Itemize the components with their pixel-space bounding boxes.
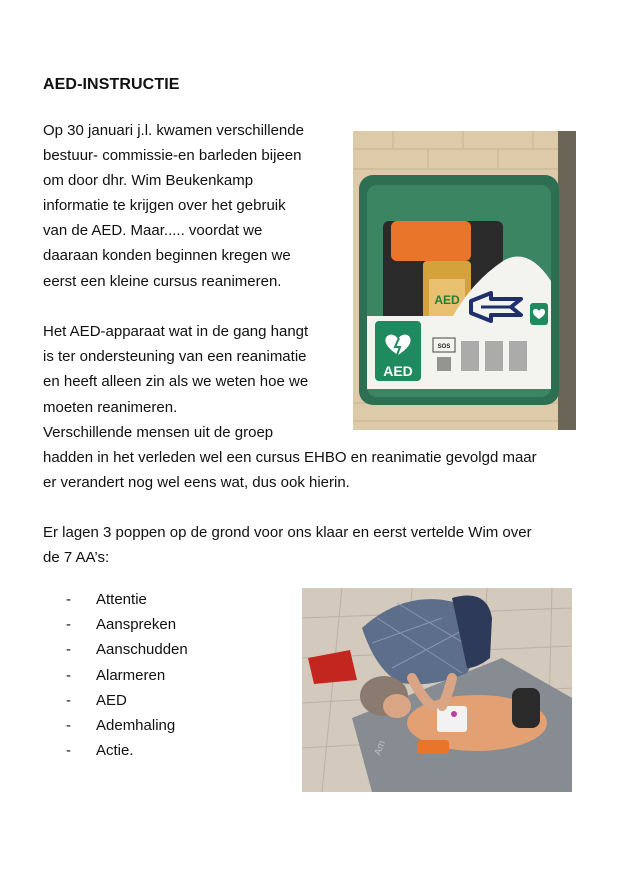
list-bullet: -	[66, 666, 71, 684]
paragraph-line: daaraan konden beginnen kregen we	[43, 247, 291, 264]
list-item-text: Alarmeren	[96, 666, 166, 684]
list-item-text: Aanschudden	[96, 641, 188, 659]
sos-sign-text: SOS	[437, 344, 451, 350]
cpr-training-illustration	[302, 588, 572, 792]
aed-device-handle	[391, 221, 471, 261]
aed-device-text: AED	[434, 293, 460, 307]
list-item-text: Actie.	[96, 742, 134, 760]
list-item-text: AED	[96, 691, 127, 709]
page-title: AED-INSTRUCTIE	[43, 76, 180, 93]
list-item-text: Aanspreken	[96, 616, 177, 634]
paragraph-line: Verschillende mensen uit de groep	[43, 424, 274, 441]
cpr-training-photo	[302, 588, 572, 792]
paragraph-line: Er lagen 3 poppen op de grond voor ons klaar en eerst vertelde Wim over	[43, 524, 532, 541]
paragraph-line: de 7 AA’s:	[43, 549, 110, 566]
aed-label-text: AED	[383, 363, 413, 379]
paragraph-line: eerst een kleine cursus reanimeren.	[43, 273, 282, 290]
paragraph-line: van de AED. Maar..... voordat we	[43, 222, 263, 239]
aed-cabinet-illustration	[353, 131, 576, 430]
list-bullet: -	[66, 616, 71, 634]
paragraph-line: Het AED-apparaat wat in de gang hangt	[43, 323, 309, 340]
list-bullet: -	[66, 641, 71, 659]
paragraph-line: bestuur- commissie-en barleden bijeen	[43, 147, 302, 164]
paragraph-line: Op 30 januari j.l. kwamen verschillende	[43, 122, 304, 139]
list-bullet: -	[66, 742, 71, 760]
paragraph-line: informatie te krijgen over het gebruik	[43, 197, 286, 214]
paragraph-line: om door dhr. Wim Beukenkamp	[43, 172, 254, 189]
aed-cabinet-photo	[353, 131, 576, 430]
list-bullet: -	[66, 691, 71, 709]
paragraph-line: is ter ondersteuning van een reanimatie	[43, 348, 307, 365]
list-item-text: Attentie	[96, 591, 147, 608]
list-bullet: -	[66, 716, 71, 734]
paragraph-line: en heeft alleen zin als we weten hoe we	[43, 373, 309, 390]
list-item-text: Ademhaling	[96, 716, 176, 734]
paragraph-line: moeten reanimeren.	[43, 399, 178, 416]
list-bullet: -	[66, 591, 71, 608]
paragraph-line: hadden in het verleden wel een cursus EHBO en reanimatie gevolgd maar	[43, 449, 537, 466]
paragraph-line: er verandert nog wel eens wat, dus ook hierin.	[43, 474, 350, 491]
mat-text: Am	[372, 739, 388, 758]
